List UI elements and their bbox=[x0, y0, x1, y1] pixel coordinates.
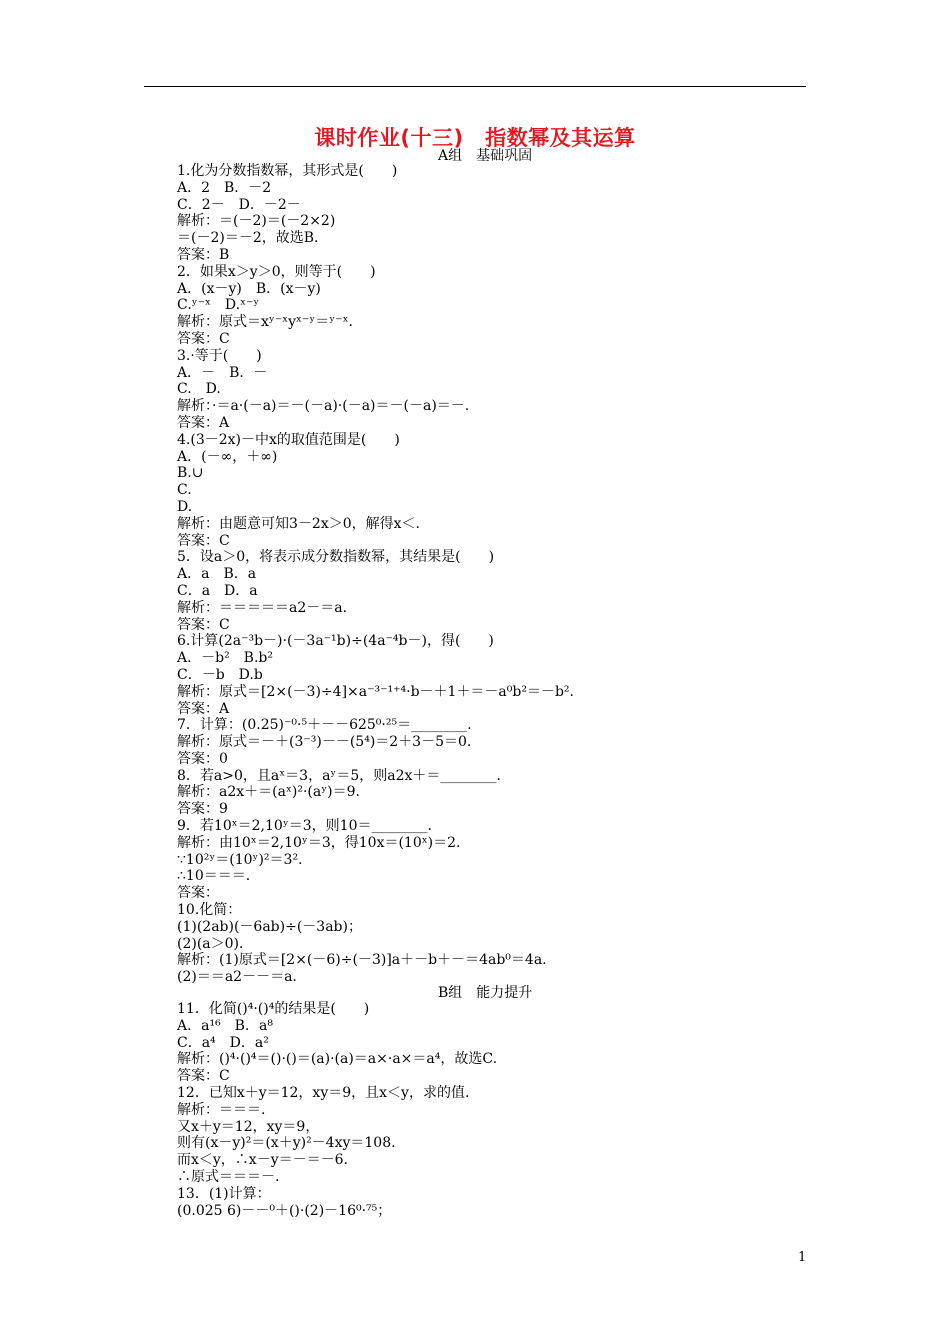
text-line: 解析：由题意可知3－2x＞0，解得x＜. bbox=[177, 515, 420, 532]
text-line: 解析：原式＝[2×(－3)÷4]×a⁻³⁻¹⁺⁴·b－＋1＋＝－a⁰b²＝－b². bbox=[177, 683, 574, 700]
text-line: A．(x－y) B．(x－y) bbox=[177, 280, 321, 297]
text-line: 又x＋y＝12，xy＝9， bbox=[177, 1118, 320, 1135]
text-line: A．－ B．－ bbox=[177, 364, 268, 381]
text-line: C．－b D.b bbox=[177, 666, 263, 683]
section-b-body bbox=[177, 1001, 497, 1219]
text-line: ＝(－2)＝－2，故选B. bbox=[177, 230, 319, 247]
text-line: 1.化为分数指数幂，其形式是( ) bbox=[177, 163, 398, 179]
text-line: 解析：()⁴·()⁴＝()·()＝(a)·(a)＝a×·a×＝a⁴，故选C. bbox=[177, 1051, 498, 1068]
text-line: (2)(a＞0)． bbox=[177, 935, 254, 952]
text-line: 8．若a>0，且aˣ＝3，aʸ＝5，则a2x＋＝________. bbox=[177, 767, 501, 784]
text-line: ∴10＝＝＝. bbox=[177, 868, 251, 885]
text-line: 解析：原式＝xʸ⁻ˣyˣ⁻ʸ＝ʸ⁻ˣ. bbox=[177, 314, 354, 331]
text-line: 11．化简()⁴·()⁴的结果是( ) bbox=[177, 1001, 370, 1017]
text-line: 解析：＝＝＝. bbox=[177, 1101, 266, 1118]
text-line: 9．若10ˣ＝2,10ʸ＝3，则10＝________. bbox=[177, 818, 432, 835]
text-line: A．a¹⁶ B．a⁸ bbox=[177, 1017, 273, 1034]
text-line: A．a B．a bbox=[177, 566, 257, 583]
text-line: C．a⁴ D．a² bbox=[177, 1034, 269, 1051]
text-line: 4.(3－2x)－中x的取值范围是( ) bbox=[177, 431, 400, 448]
text-line: 答案：A bbox=[177, 700, 230, 717]
text-line: A．2 B．－2 bbox=[177, 179, 272, 196]
text-line: C. D. bbox=[177, 381, 221, 398]
text-line: 解析：原式＝－＋(3⁻³)－－(5⁴)＝2＋3－5＝0. bbox=[177, 734, 472, 751]
text-line: 答案：C bbox=[177, 616, 230, 633]
text-line: 答案：C bbox=[177, 330, 230, 347]
text-line: 答案：0 bbox=[177, 750, 228, 767]
text-line: 答案：A bbox=[177, 414, 230, 431]
group-b-heading: B组 能力提升 bbox=[438, 985, 533, 1001]
text-line: 而x＜y，∴x－y＝－＝－6. bbox=[177, 1152, 348, 1169]
text-line: 6.计算(2a⁻³b－)·(－3a⁻¹b)÷(4a⁻⁴b－)，得( ) bbox=[177, 633, 494, 650]
text-line: 答案：C bbox=[177, 1068, 230, 1085]
text-line: 解析：由10ˣ＝2,10ʸ＝3，得10x＝(10ˣ)＝2. bbox=[177, 834, 461, 851]
text-line: 答案： bbox=[177, 885, 219, 902]
page-number: 1 bbox=[798, 1250, 807, 1265]
text-line: (0.025 6)－－⁰＋()·(2)－16⁰·⁷⁵； bbox=[177, 1202, 392, 1219]
text-line: 答案：C bbox=[177, 532, 230, 549]
text-line: 解析：·＝a·(－a)＝－(－a)·(－a)＝－(－a)＝－. bbox=[177, 398, 470, 415]
text-line: 7．计算：(0.25)⁻⁰·⁵＋－－625⁰·²⁵＝________. bbox=[177, 717, 472, 734]
text-line: C.ʸ⁻ˣ D.ˣ⁻ʸ bbox=[177, 297, 260, 314]
text-line: 12．已知x＋y＝12，xy＝9，且x＜y，求的值. bbox=[177, 1084, 470, 1101]
text-line: 解析：＝＝＝＝＝a2－＝a. bbox=[177, 599, 348, 616]
text-line: D. bbox=[177, 498, 193, 515]
section-a-body bbox=[177, 163, 574, 986]
text-line: 答案：9 bbox=[177, 801, 228, 818]
text-line: 解析：＝(－2)＝(－2×2) bbox=[177, 213, 336, 230]
text-line: 则有(x－y)²＝(x＋y)²－4xy＝108. bbox=[177, 1135, 396, 1152]
text-line: 10.化简： bbox=[177, 902, 242, 919]
text-line: C．2－ D．－2－ bbox=[177, 196, 301, 213]
text-line: 答案：B bbox=[177, 246, 230, 263]
group-a-heading: A组 基础巩固 bbox=[438, 148, 533, 164]
text-line: A．－b² B.b² bbox=[177, 650, 273, 667]
text-line: 13．(1)计算： bbox=[177, 1185, 271, 1202]
text-line: 2．如果x＞y＞0，则等于( ) bbox=[177, 263, 376, 280]
text-line: 5．设a＞0，将表示成分数指数幂，其结果是( ) bbox=[177, 549, 495, 566]
text-line: (1)(2ab)(－6ab)÷(－3ab)； bbox=[177, 918, 362, 935]
header-rule bbox=[144, 86, 806, 87]
text-line: 3.·等于( ) bbox=[177, 347, 262, 364]
page-title: 课时作业(十三) 指数幂及其运算 bbox=[314, 126, 636, 150]
text-line: B.∪ bbox=[177, 465, 204, 482]
text-line: A．(－∞，＋∞) bbox=[177, 448, 278, 465]
text-line: C. bbox=[177, 482, 192, 499]
text-line: (2)＝＝a2－－＝a. bbox=[177, 969, 297, 986]
text-line: 解析：(1)原式＝[2×(－6)÷(－3)]a＋－b＋－＝4ab⁰＝4a. bbox=[177, 952, 547, 969]
text-line: ∴原式＝＝＝－. bbox=[177, 1168, 280, 1185]
text-line: ∵10²ʸ＝(10ʸ)²＝3². bbox=[177, 851, 303, 868]
text-line: 解析：a2x＋＝(aˣ)²·(aʸ)＝9. bbox=[177, 784, 360, 801]
text-line: C．a D．a bbox=[177, 582, 258, 599]
